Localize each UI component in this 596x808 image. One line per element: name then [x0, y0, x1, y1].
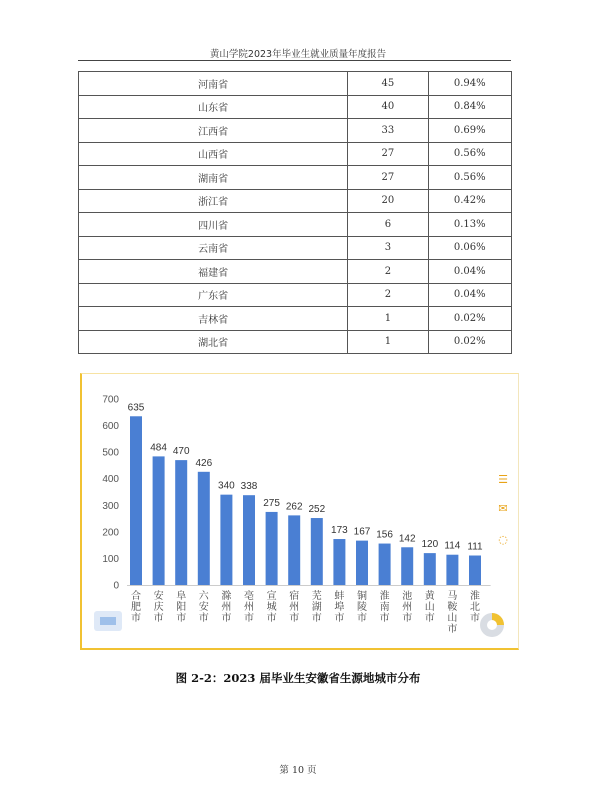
category-label: 池州市 — [402, 591, 413, 624]
y-tick-label: 400 — [102, 474, 119, 486]
data-label: 470 — [172, 446, 190, 458]
category-label: 合肥市 — [131, 591, 141, 624]
decor-chart-icon — [100, 617, 116, 625]
province-cell: 福建省 — [79, 260, 348, 284]
category-label: 滁州市 — [221, 591, 232, 624]
mail-icon[interactable]: ✉ — [498, 502, 508, 515]
y-tick-label: 0 — [113, 580, 119, 592]
percent-cell: 0.42% — [428, 189, 511, 213]
category-label: 芜湖市 — [311, 591, 322, 624]
category-label: 铜陵市 — [357, 591, 367, 624]
figure-caption: 图 2-2：2023 届毕业生安徽省生源地城市分布 — [175, 671, 421, 685]
bar — [198, 472, 210, 585]
bar — [311, 518, 323, 585]
header-rule — [78, 60, 511, 61]
category-label: 安庆市 — [153, 591, 164, 624]
percent-cell: 0.56% — [428, 142, 511, 166]
data-label: 142 — [398, 533, 416, 545]
page-header: 黄山学院2023年毕业生就业质量年度报告 — [209, 49, 387, 60]
table-row — [79, 260, 512, 284]
category-label: 蚌埠市 — [334, 591, 345, 624]
data-label: 262 — [285, 501, 303, 513]
data-label: 484 — [150, 442, 167, 454]
bar — [130, 416, 142, 585]
data-label: 120 — [421, 539, 439, 551]
percent-cell: 0.94% — [428, 72, 511, 96]
table-row — [79, 307, 512, 331]
percent-cell: 0.02% — [428, 330, 511, 354]
category-label: 宣城市 — [266, 591, 277, 624]
province-cell: 广东省 — [79, 283, 348, 307]
province-cell: 山西省 — [79, 142, 348, 166]
percent-cell: 0.84% — [428, 95, 511, 119]
table-row — [79, 330, 512, 354]
bar — [288, 515, 300, 585]
decor-donut-hole — [487, 620, 497, 630]
bar-chart — [80, 373, 516, 647]
bar — [243, 495, 255, 585]
bar — [175, 460, 187, 585]
province-table — [78, 71, 512, 354]
bar — [356, 541, 368, 585]
bar — [401, 547, 413, 585]
data-label: 340 — [218, 480, 235, 492]
bar — [379, 544, 391, 585]
count-cell: 1 — [348, 330, 428, 354]
bar — [220, 495, 232, 585]
data-label: 635 — [127, 402, 145, 414]
data-label: 114 — [444, 540, 461, 552]
table-row — [79, 166, 512, 190]
percent-cell: 0.04% — [428, 260, 511, 284]
count-cell: 2 — [348, 260, 428, 284]
province-cell: 山东省 — [79, 95, 348, 119]
province-cell: 湖北省 — [79, 330, 348, 354]
province-cell: 浙江省 — [79, 189, 348, 213]
category-label: 马鞍山市 — [447, 591, 458, 635]
percent-cell: 0.04% — [428, 283, 511, 307]
data-label: 173 — [331, 525, 348, 537]
percent-cell: 0.02% — [428, 307, 511, 331]
data-label: 275 — [263, 497, 280, 509]
y-tick-label: 700 — [102, 394, 119, 406]
page-number: 第 10 页 — [279, 765, 317, 776]
province-cell: 云南省 — [79, 236, 348, 260]
table-row — [79, 119, 512, 143]
table-row — [79, 72, 512, 96]
province-cell: 四川省 — [79, 213, 348, 237]
y-tick-label: 200 — [102, 527, 119, 539]
category-label: 宿州市 — [289, 591, 300, 624]
category-label: 淮北市 — [470, 591, 480, 624]
count-cell: 33 — [348, 119, 428, 143]
menu-icon[interactable]: ☰ — [498, 473, 508, 486]
data-label: 338 — [240, 481, 258, 493]
y-tick-label: 100 — [102, 553, 119, 565]
bar — [446, 555, 458, 585]
category-label: 淮南市 — [379, 591, 390, 624]
province-cell: 河南省 — [79, 72, 348, 96]
percent-cell: 0.56% — [428, 166, 511, 190]
table-row — [79, 142, 512, 166]
data-label: 156 — [376, 529, 393, 541]
percent-cell: 0.06% — [428, 236, 511, 260]
province-cell: 湖南省 — [79, 166, 348, 190]
category-label: 亳州市 — [244, 591, 254, 624]
y-tick-label: 500 — [102, 447, 119, 459]
count-cell: 40 — [348, 95, 428, 119]
count-cell: 1 — [348, 307, 428, 331]
bar — [266, 512, 278, 585]
table-row — [79, 236, 512, 260]
data-label: 252 — [308, 504, 326, 516]
count-cell: 3 — [348, 236, 428, 260]
count-cell: 27 — [348, 142, 428, 166]
data-label: 111 — [467, 541, 483, 553]
category-label: 黄山市 — [424, 591, 435, 624]
bar — [333, 539, 345, 585]
bar — [469, 556, 481, 585]
bar — [424, 553, 436, 585]
province-cell: 江西省 — [79, 119, 348, 143]
count-cell: 27 — [348, 166, 428, 190]
bar — [153, 456, 165, 585]
percent-cell: 0.69% — [428, 119, 511, 143]
province-cell: 吉林省 — [79, 307, 348, 331]
table-row — [79, 189, 512, 213]
data-label: 426 — [195, 457, 213, 469]
table-row — [79, 283, 512, 307]
table-row — [79, 213, 512, 237]
comment-icon[interactable]: ◌ — [498, 533, 508, 546]
count-cell: 20 — [348, 189, 428, 213]
count-cell: 6 — [348, 213, 428, 237]
count-cell: 2 — [348, 283, 428, 307]
y-tick-label: 300 — [102, 500, 119, 512]
y-tick-label: 600 — [102, 421, 119, 433]
percent-cell: 0.13% — [428, 213, 511, 237]
category-label: 六安市 — [198, 591, 209, 624]
data-label: 167 — [353, 526, 371, 538]
table-row — [79, 95, 512, 119]
category-label: 阜阳市 — [176, 591, 187, 624]
count-cell: 45 — [348, 72, 428, 96]
